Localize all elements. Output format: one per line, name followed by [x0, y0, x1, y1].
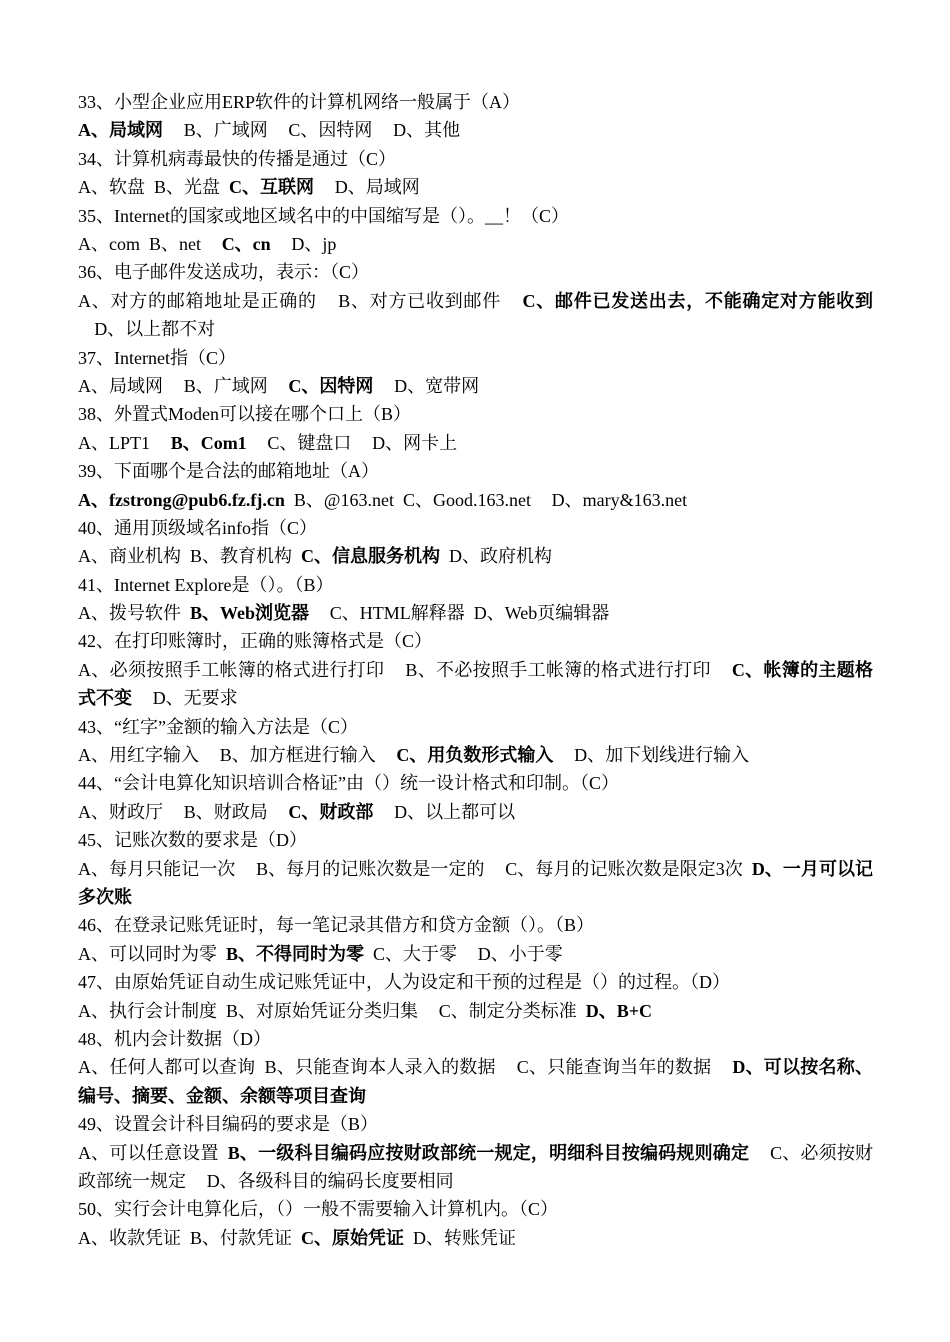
option: C、Good.163.net [402, 489, 531, 510]
option: B、广域网 [183, 120, 268, 141]
question-stem: 48、机内会计数据（D） [78, 1028, 271, 1049]
correct-option: C、cn [221, 233, 271, 254]
question-stem: 42、在打印账簿时，正确的账簿格式是（C） [78, 631, 433, 652]
option: C、制定分类标准 [438, 1000, 577, 1021]
question-stem: 47、由原始凭证自动生成记账凭证中，人为设定和干预的过程是（）的过程。（D） [78, 972, 730, 993]
answer-options [78, 997, 873, 1025]
option: C、只能查询当年的数据 [516, 1057, 712, 1078]
question-stem: 45、记账次数的要求是（D） [78, 830, 307, 851]
correct-option: B、一级科目编码应按财政部统一规定，明细科目按编码规则确定 [227, 1142, 750, 1163]
option: D、各级科目的编码长度要相同 [206, 1170, 454, 1191]
option: B、每月的记账次数是一定的 [256, 858, 485, 879]
option: A、可以任意设置 [78, 1142, 219, 1163]
correct-option: B、不得同时为零 [226, 943, 365, 964]
correct-option: D、一月可以记多次账 [78, 858, 874, 908]
correct-option: B、Web浏览器 [190, 603, 310, 624]
option: A、用红字输入 [78, 745, 199, 766]
answer-options [78, 287, 873, 344]
option: A、财政厅 [78, 801, 163, 822]
option: A、每月只能记一次 [78, 858, 236, 879]
option: A、局域网 [78, 375, 163, 396]
question-stem: 41、Internet Explore是（）。（B） [78, 574, 334, 595]
option: B、对原始凭证分类归集 [226, 1000, 419, 1021]
option: A、LPT1 [78, 432, 150, 453]
option: D、转账凭证 [413, 1227, 517, 1248]
question-stem: 43、“红字”金额的输入方法是（C） [78, 716, 358, 737]
option: D、其他 [393, 120, 461, 141]
question-stem: 44、“会计电算化知识培训合格证”由（）统一设计格式和印制。（C） [78, 773, 619, 794]
option: B、财政局 [183, 801, 268, 822]
question-stem: 38、外置式Moden可以接在哪个口上（B） [78, 404, 411, 425]
option: A、com [78, 233, 140, 254]
option: B、不必按照手工帐簿的格式进行打印 [405, 659, 711, 680]
option: D、以上都不对 [94, 319, 216, 340]
answer-options [78, 741, 873, 769]
question-stem: 39、下面哪个是合法的邮箱地址（A） [78, 461, 379, 482]
question-stem: 34、计算机病毒最快的传播是通过（C） [78, 148, 397, 169]
option: B、加方框进行输入 [219, 745, 376, 766]
correct-option: C、帐簿的主题格式不变 [78, 659, 874, 709]
answer-options [78, 230, 873, 258]
option: C、键盘口 [267, 432, 352, 453]
question-stem: 37、Internet指（C） [78, 347, 236, 368]
option: D、局域网 [334, 177, 420, 198]
option: A、商业机构 [78, 546, 181, 567]
answer-options [78, 599, 873, 627]
option: D、以上都可以 [394, 801, 516, 822]
question-stem: 49、设置会计科目编码的要求是（B） [78, 1114, 379, 1135]
option: B、广域网 [183, 375, 268, 396]
question-stem: 33、小型企业应用ERP软件的计算机网络一般属于（A） [78, 92, 521, 112]
correct-option: C、原始凭证 [301, 1227, 405, 1248]
option: A、执行会计制度 [78, 1000, 217, 1021]
option: B、只能查询本人录入的数据 [264, 1057, 496, 1078]
answer-options [78, 372, 873, 400]
option: C、因特网 [288, 120, 373, 141]
option: C、必须按财政部统一规定 [78, 1142, 874, 1191]
correct-option: C、信息服务机构 [301, 546, 441, 567]
option: B、付款凭证 [190, 1227, 293, 1248]
answer-options [78, 798, 873, 826]
option: B、光盘 [154, 177, 221, 198]
answer-options [78, 429, 873, 457]
option: B、@163.net [293, 489, 394, 510]
option: A、软盘 [78, 177, 145, 198]
option: D、加下划线进行输入 [574, 745, 750, 766]
question-stem: 36、电子邮件发送成功，表示：（C） [78, 262, 370, 283]
option: D、mary&163.net [551, 489, 688, 510]
answer-options [78, 1053, 873, 1110]
option: D、小于零 [477, 943, 563, 964]
answer-options [78, 486, 873, 514]
answer-options [78, 940, 873, 968]
option: A、任何人都可以查询 [78, 1057, 256, 1078]
document-body [78, 88, 873, 1252]
option: B、对方已收到邮件 [338, 290, 502, 311]
correct-option: C、互联网 [229, 177, 315, 198]
answer-options [78, 542, 873, 570]
option: D、政府机构 [449, 546, 553, 567]
question-stem: 35、Internet的国家或地区域名中的中国缩写是（）。__！（C） [78, 205, 569, 226]
correct-option: D、可以按名称、编号、摘要、金额、余额等项目查询 [78, 1057, 874, 1106]
option: C、HTML解释器 [329, 603, 465, 624]
answer-options [78, 1139, 873, 1196]
option: D、网卡上 [372, 432, 458, 453]
option: B、net [149, 233, 201, 254]
correct-option: C、因特网 [288, 375, 374, 396]
option: A、拨号软件 [78, 603, 181, 624]
question-stem: 46、在登录记账凭证时，每一笔记录其借方和贷方金额（）。（B） [78, 915, 595, 936]
correct-option: C、邮件已发送出去，不能确定对方能收到 [522, 290, 874, 311]
answer-options [78, 1224, 873, 1252]
option: A、收款凭证 [78, 1227, 181, 1248]
correct-option: A、局域网 [78, 120, 163, 141]
question-stem: 50、实行会计电算化后，（）一般不需要输入计算机内。（C） [78, 1199, 559, 1220]
correct-option: C、用负数形式输入 [396, 745, 554, 766]
question-stem: 40、通用顶级域名info指（C） [78, 517, 317, 538]
answer-options [78, 656, 873, 713]
answer-options [78, 173, 873, 201]
option: B、教育机构 [190, 546, 293, 567]
option: D、Web页编辑器 [473, 603, 610, 624]
option: C、每月的记账次数是限定3次 [505, 858, 743, 879]
correct-option: D、B+C [585, 1000, 652, 1021]
option: A、可以同时为零 [78, 943, 217, 964]
option: C、大于零 [373, 943, 458, 964]
correct-option: A、fzstrong@pub6.fz.fj.cn [78, 489, 285, 510]
answer-options [78, 855, 873, 912]
correct-option: B、Com1 [170, 432, 247, 453]
option: A、必须按照手工帐簿的格式进行打印 [78, 659, 385, 680]
answer-options [78, 116, 873, 144]
option: D、jp [291, 233, 337, 254]
option: D、无要求 [152, 688, 238, 709]
option: D、宽带网 [394, 375, 480, 396]
correct-option: C、财政部 [288, 801, 374, 822]
option: A、对方的邮箱地址是正确的 [78, 290, 317, 311]
